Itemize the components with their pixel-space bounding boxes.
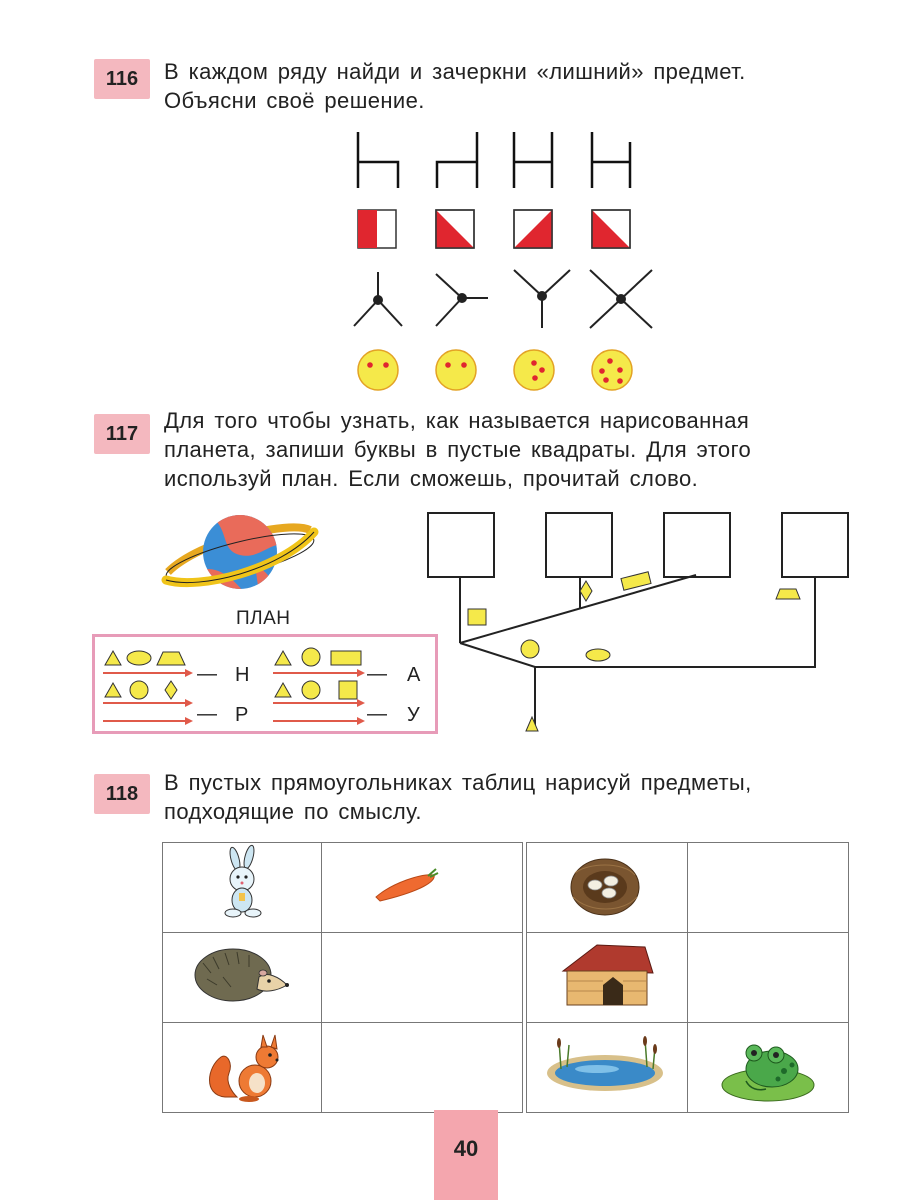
- dots-circle-figure-1[interactable]: [358, 350, 398, 390]
- rabbit-icon: [163, 843, 321, 927]
- task-116-figures: [340, 120, 660, 400]
- plan-letter-n: Н: [235, 664, 250, 686]
- plan-dash-1: —: [197, 663, 217, 685]
- plan-row-3-shapes: [275, 648, 361, 666]
- plan-dash-2: —: [367, 663, 387, 685]
- plan-letter-r: Р: [235, 704, 249, 726]
- cell-empty-right-1[interactable]: [688, 843, 849, 933]
- page-number-tab: [434, 1110, 498, 1200]
- hedgehog-icon: [163, 933, 321, 1017]
- cell-empty-left-3[interactable]: [322, 1023, 523, 1113]
- task-117-line-1: Для того чтобы узнать, как называется нарисованная: [164, 408, 750, 433]
- planet-illustration: [160, 510, 320, 600]
- task-118-text: [164, 768, 752, 826]
- lines-figure-1[interactable]: [354, 272, 402, 326]
- task-118-line-2: подходящие по смыслу.: [164, 799, 422, 824]
- square-figure-3[interactable]: [514, 210, 552, 248]
- tree-ellipse-shape: [586, 649, 610, 661]
- cell-empty-right-2[interactable]: [688, 933, 849, 1023]
- plan-row-4-shapes: [275, 681, 357, 699]
- tree-diamond-shape: [580, 581, 592, 601]
- task-118-number-badge: 118: [94, 774, 150, 814]
- plan-letter-u: У: [407, 704, 420, 726]
- tree-trapezoid-shape: [776, 589, 800, 599]
- cell-carrot: [322, 843, 523, 933]
- pond-icon: [527, 1023, 687, 1107]
- plan-legend-box: [92, 634, 438, 734]
- plan-title: ПЛАН: [236, 608, 291, 629]
- plan-dash-3: —: [197, 703, 217, 725]
- task-117-number-badge: 117: [94, 414, 150, 454]
- dots-circle-figure-3[interactable]: [514, 350, 554, 390]
- left-picture-table: [162, 842, 523, 1113]
- task-117-line-3: используй план. Если сможешь, прочитай слово.: [164, 466, 699, 491]
- task-116-line-2: Объясни своё решение.: [164, 88, 425, 113]
- cell-rabbit: [163, 843, 322, 933]
- cell-nest: [527, 843, 688, 933]
- task-116-line-1: В каждом ряду найди и зачеркни «лишний» предмет.: [164, 59, 746, 84]
- task-116-text: [164, 57, 746, 115]
- plan-letter-a: А: [407, 664, 421, 686]
- dots-circle-figure-4[interactable]: [592, 350, 632, 390]
- chair-figure-1[interactable]: [358, 132, 398, 188]
- lines-figure-3[interactable]: [514, 270, 570, 328]
- task-117-line-2: планета, запиши буквы в пустые квадраты. Для этого: [164, 437, 752, 462]
- square-figure-2[interactable]: [436, 210, 474, 248]
- right-picture-table: [526, 842, 849, 1113]
- lines-figure-4[interactable]: [590, 270, 652, 328]
- cell-hedgehog: [163, 933, 322, 1023]
- cell-doghouse: [527, 933, 688, 1023]
- letter-box-4[interactable]: [782, 513, 848, 577]
- cell-pond: [527, 1023, 688, 1113]
- tree-triangle-shape: [526, 717, 538, 731]
- nest-icon: [527, 843, 687, 927]
- cell-empty-left-2[interactable]: [322, 933, 523, 1023]
- cell-squirrel: [163, 1023, 322, 1113]
- tree-square-shape: [468, 609, 486, 625]
- carrot-icon: [322, 843, 522, 927]
- chair-figure-3[interactable]: [514, 132, 552, 188]
- word-tree-diagram: [420, 505, 860, 745]
- squirrel-icon: [163, 1023, 321, 1107]
- frog-icon: [688, 1023, 848, 1107]
- square-figure-4[interactable]: [592, 210, 630, 248]
- plan-dash-4: —: [367, 703, 387, 725]
- square-figure-1[interactable]: [358, 210, 396, 248]
- letter-box-2[interactable]: [546, 513, 612, 577]
- letter-box-1[interactable]: [428, 513, 494, 577]
- tree-rect-shape: [621, 572, 651, 590]
- plan-row-1-shapes: [105, 651, 185, 665]
- chair-figure-4[interactable]: [592, 132, 630, 188]
- page-number: 40: [453, 1136, 479, 1161]
- letter-box-3[interactable]: [664, 513, 730, 577]
- dots-circle-figure-2[interactable]: [436, 350, 476, 390]
- plan-row-2-shapes: [105, 681, 177, 699]
- task-117-text: [164, 406, 751, 493]
- doghouse-icon: [527, 933, 687, 1017]
- task-116-number-badge: 116: [94, 59, 150, 99]
- lines-figure-2[interactable]: [436, 274, 488, 326]
- tree-circle-shape: [521, 640, 539, 658]
- cell-frog: [688, 1023, 849, 1113]
- task-118-line-1: В пустых прямоугольниках таблиц нарисуй предметы,: [164, 770, 752, 795]
- chair-figure-2[interactable]: [437, 132, 477, 188]
